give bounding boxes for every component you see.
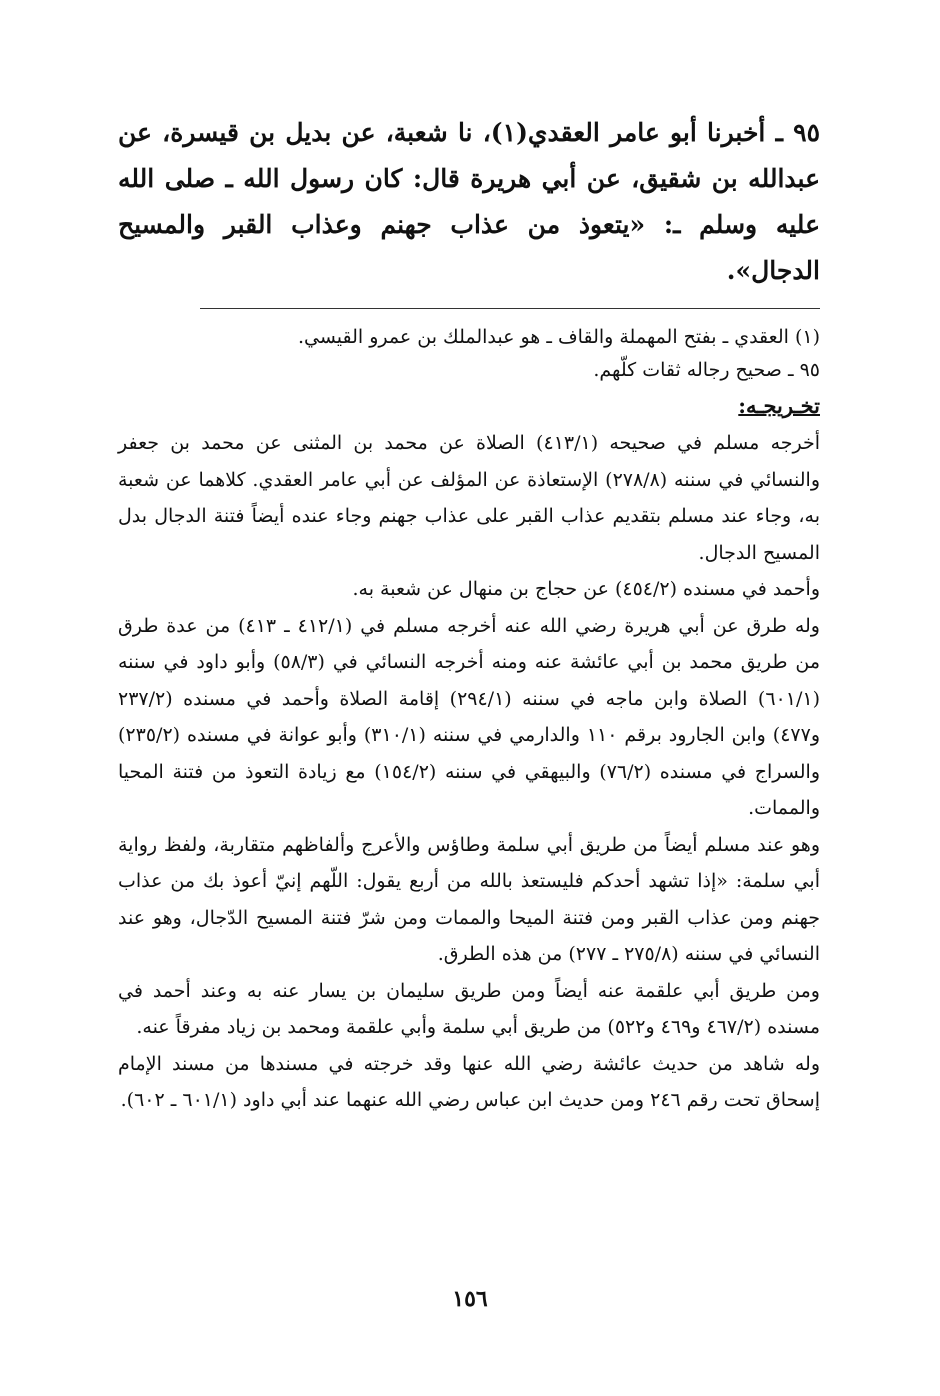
hadith-text: ٩٥ ـ أخبرنا أبو عامر العقدي(١)، نا شعبة، عن بديل بن قيسرة، عن عبدالله بن شقيق، عن أبي هريرة قال: كان رسول الله ـ صلى الله عليه وسلم ـ: «يتعوذ من عذاب جهنم وعذاب القبر والمسيح الدجال». [118, 118, 820, 285]
takhrij-paragraph: أخرجه مسلم في صحيحه (٤١٣/١) الصلاة عن محمد بن المثنى عن محمد بن جعفر والنسائي في سننه (٢٧٨/٨) الإستعاذة عن المؤلف عن أبي عامر العقدي. كلاهما عن شعبة به، وجاء عند مسلم بتقديم عذاب القبر على عذاب جهنم وجاء عنده أيضاً فتنة الدجال بدل المسيح الدجال. [118, 432, 821, 564]
footnotes [118, 321, 820, 387]
footnote-1: (١) العقدي ـ بفتح المهملة والقاف ـ هو عبدالملك بن عمرو القيسي. [297, 326, 820, 348]
takhrij-heading: تخـريجـه: [738, 393, 820, 418]
takhrij-paragraph: وله طرق عن أبي هريرة رضي الله عنه أخرجه مسلم في (٤١٢/١ ـ ٤١٣) من عدة طرق من طريق محمد بن أبي عائشة عنه ومنه أخرجه النسائي في (٥٨/٣) وأبو داود في سننه (٦٠١/١) الصلاة وابن ماجه في سننه (٢٩٤/١) إقامة الصلاة وأحمد في مسنده (٢٣٧/٢ و٤٧٧) وابن الجارود برقم ١١٠ والدارمي في سننه (٣١٠/١) وأبو عوانة في مسنده (٢٣٥/٢) والسراج في مسنده (٧٦/٢) والبيهقي في سننه (١٥٤/٢) مع زيادة التعوذ من فتنة المحيا والممات. [118, 614, 820, 819]
page-body [118, 110, 820, 1119]
takhrij-paragraph: ومن طريق أبي علقمة عنه أيضاً ومن طريق سليمان بن يسار عنه به وعند أحمد في مسنده (٤٦٧/٢ و٤٦٩ و٥٢٢) من طريق أبي سلمة وأبي علقمة ومحمد بن زياد مفرقاً عنه. [118, 979, 820, 1038]
footnote-divider [200, 308, 820, 309]
takhrij-paragraph: وله شاهد من حديث عائشة رضي الله عنها وقد خرجته في مسندها من مسند الإمام إسحاق تحت رقم ٢٤٦ ومن حديث ابن عباس رضي الله عنهما عند أبي داود (٦٠١/١ ـ ٦٠٢). [118, 1052, 820, 1111]
takhrij-body [118, 425, 820, 1119]
takhrij-paragraph: وهو عند مسلم أيضاً من طريق أبي سلمة وطاؤس والأعرج وألفاظهم متقاربة، ولفظ رواية أبي سلمة: «إذا تشهد أحدكم فليستعذ بالله من أربع يقول: اللّهم إنيّ أعوذ بك من عذاب جهنم ومن عذاب القبر ومن فتنة الميحا والممات ومن شرّ فتنة المسيح الدّجال، وهو عند النسائي في سننه (٢٧٥/٨ ـ ٢٧٧) من هذه الطرق. [118, 833, 820, 965]
page-number: ١٥٦ [452, 1286, 488, 1312]
takhrij-paragraph: وأحمد في مسنده (٤٥٤/٢) عن حجاج بن منهال عن شعبة به. [352, 578, 820, 600]
grading-note: ٩٥ ـ صحيح رجاله ثقات كلّهم. [593, 359, 820, 381]
